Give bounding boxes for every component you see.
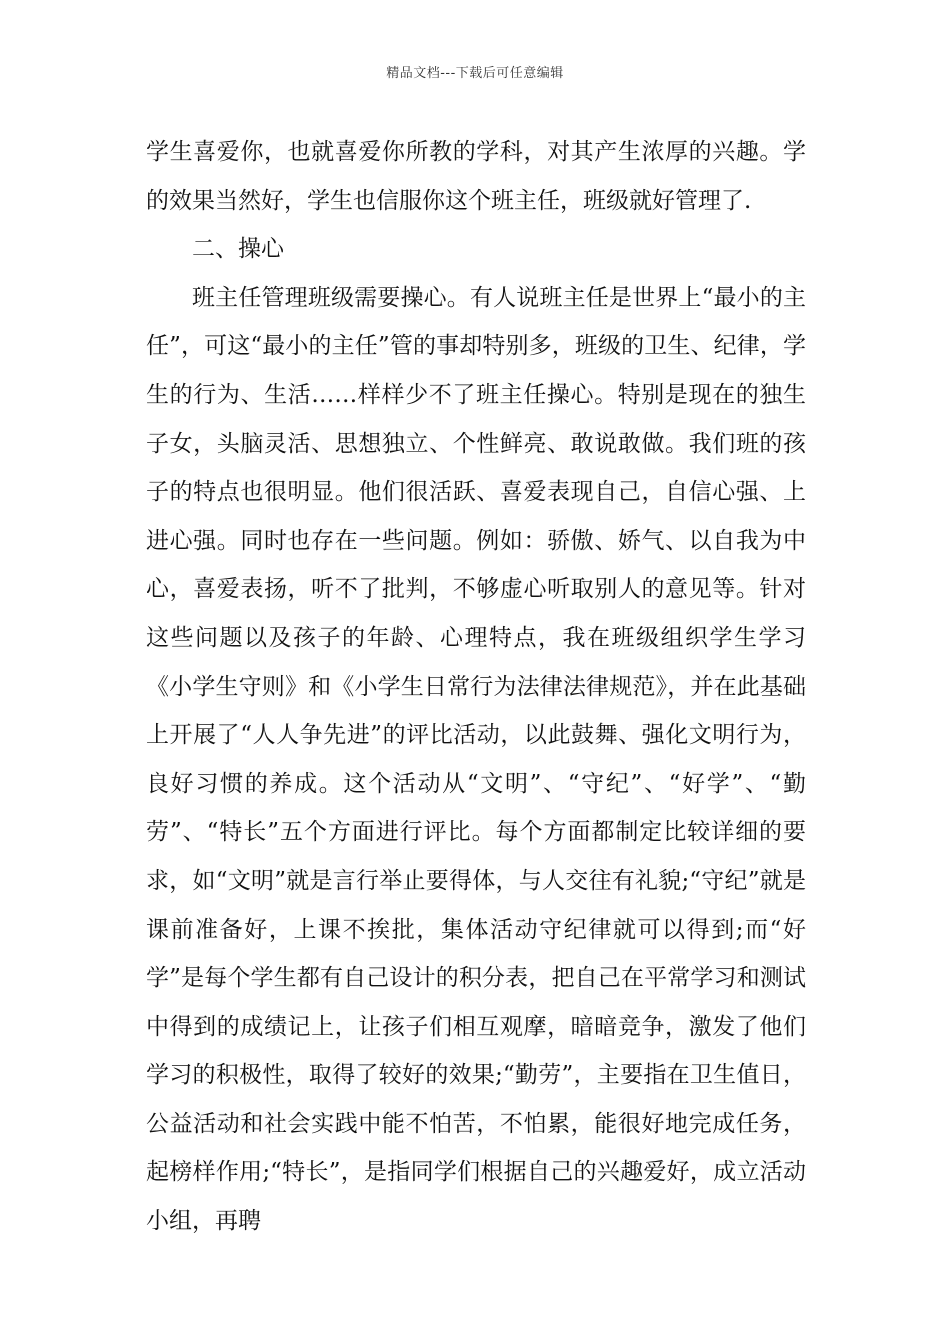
section-heading: 二、操心 [192, 236, 284, 263]
document-body [146, 128, 806, 1246]
page-header: 精品文档---下载后可任意编辑 [386, 66, 564, 81]
paragraph-main: 班主任管理班级需要操心。有人说班主任是世界上“最小的主任”，可这“最小的主任”管的事却特别多，班级的卫生、纪律，学生的行为、生活……样样少不了班主任操心。特别是现在的独生子女，头脑灵活、思想独立、个性鲜亮、敢说敢做。我们班的孩子的特点也很明显。他们很活跃、喜爱表现自己，自信心强、上进心强。同时也存在一些问题。例如：骄傲、娇气、以自我为中心，喜爱表扬，听不了批判，不够虚心听取别人的意见等。针对这些问题以及孩子的年龄、心理特点，我在班级组织学生学习《小学生守则》和《小学生日常行为法律法律规范》，并在此基础上开展了“人人争先进”的评比活动，以此鼓舞、强化文明行为，良好习惯的养成。这个活动从“文明”、“守纪”、“好学”、“勤劳”、“特长”五个方面进行评比。每个方面都制定比较详细的要求，如“文明”就是言行举止要得体，与人交往有礼貌;“守纪”就是课前准备好，上课不挨批，集体活动守纪律就可以得到;而“好学”是每个学生都有自己设计的积分表，把自己在平常学习和测试中得到的成绩记上，让孩子们相互观摩，暗暗竞争，激发了他们学习的积极性，取得了较好的效果;“勤劳”，主要指在卫生值日，公益活动和社会实践中能不怕苦，不怕累，能很好地完成任务，起榜样作用;“特长”，是指同学们根据自己的兴趣爱好，成立活动小组，再聘 [146, 284, 806, 1235]
paragraph-continuation: 学生喜爱你，也就喜爱你所教的学科，对其产生浓厚的兴趣。学的效果当然好，学生也信服你这个班主任，班级就好管理了. [146, 139, 806, 214]
